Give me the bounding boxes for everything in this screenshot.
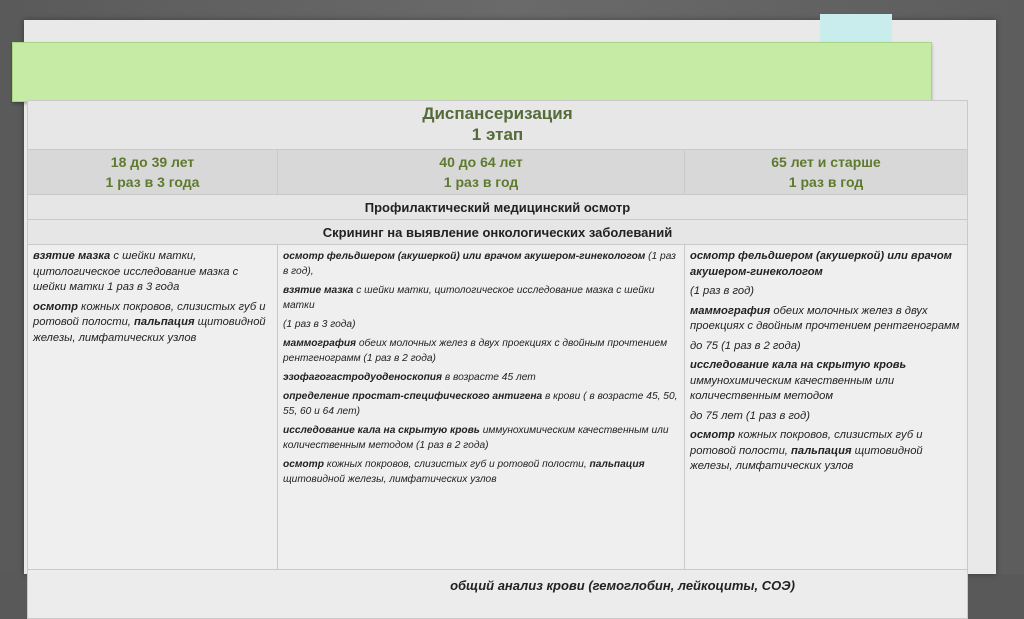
age-group-2 — [278, 150, 685, 195]
section-blood-test: общий анализ крови (гемоглобин, лейкоциты, СОЭ) — [278, 570, 968, 619]
item-text: до 75 лет (1 раз в год) — [690, 409, 810, 422]
title-line-2: 1 этап — [471, 125, 524, 144]
item-text: иммунохимическим качественным или количественным методом — [690, 374, 895, 402]
list-item — [283, 317, 679, 332]
section-prof-exam: Профилактический медицинский осмотр — [28, 195, 968, 220]
content-col-18-39 — [28, 245, 278, 570]
item-text: с шейки матки, цитологическое исследование мазка с шейки матки — [283, 285, 655, 311]
item-bold: осмотр — [33, 300, 78, 313]
item-text: кожных покровов, слизистых губ и ротовой полости, — [690, 429, 923, 457]
dispensary-table — [27, 100, 968, 619]
list-item — [690, 284, 962, 300]
age-frequency: 1 раз в год — [443, 174, 519, 190]
table-title — [28, 101, 968, 150]
list-item — [690, 409, 962, 425]
title-line-1: Диспансеризация — [422, 104, 573, 123]
age-group-1 — [28, 150, 278, 195]
list-item — [33, 249, 272, 296]
item-text: щитовидной железы, лимфатических узлов — [33, 316, 266, 344]
list-item — [283, 249, 679, 279]
item-text: (1 раз в 3 года) — [283, 319, 356, 330]
document-table-container — [27, 100, 967, 593]
title-row — [28, 101, 968, 150]
screening-row — [28, 220, 968, 245]
item-bold: пальпация — [791, 444, 852, 457]
list-item — [690, 304, 962, 335]
item-bold: эзофагогастродуоденоскопия — [283, 372, 443, 383]
list-item — [283, 283, 679, 313]
item-text: с шейки матки, цитологическое исследование мазка с шейки матки 1 раз в 3 года — [33, 250, 239, 293]
list-item — [283, 336, 679, 366]
item-bold: пальпация — [134, 316, 195, 328]
age-frequency: 1 раз в 3 года — [105, 174, 200, 190]
item-text: (1 раз в год) — [690, 285, 755, 297]
list-item — [690, 339, 962, 355]
list-item — [33, 300, 272, 347]
age-group-3 — [685, 150, 968, 195]
item-bold: определение простат-специфического антигена — [283, 391, 543, 402]
content-col-65-plus — [685, 245, 968, 570]
blood-test-row — [28, 570, 968, 619]
list-item — [690, 249, 962, 280]
content-row — [28, 245, 968, 570]
list-item — [690, 358, 962, 405]
item-text: иммунохимическим качественным или количественным методом (1 раз в 2 года) — [283, 425, 669, 451]
item-bold: исследование кала на скрытую кровь — [283, 425, 480, 436]
item-bold: маммография — [283, 338, 357, 349]
item-bold: исследование кала на скрытую кровь — [690, 359, 907, 371]
section-screening: Скрининг на выявление онкологических заболеваний — [28, 220, 968, 245]
list-item — [283, 423, 679, 453]
item-bold: взятие мазка — [283, 285, 354, 296]
item-bold: осмотр — [690, 429, 735, 441]
item-text: щитовидной железы, лимфатических узлов — [690, 444, 923, 472]
age-row — [28, 150, 968, 195]
item-text: обеих молочных желез в двух проекциях с двойным прочтением рентгенограмм — [690, 304, 960, 332]
item-text: в возрасте 45 лет — [442, 372, 536, 383]
item-text: до 75 (1 раз в 2 года) — [690, 339, 801, 352]
item-bold: маммография — [690, 304, 771, 317]
list-item — [283, 457, 679, 487]
item-text: щитовидной железы, лимфатических узлов — [283, 474, 497, 485]
item-text: в крови ( в возрасте 45, 50, 55, 60 и 64 лет) — [283, 391, 678, 417]
item-bold: взятие мазка — [33, 250, 111, 262]
list-item — [283, 389, 679, 419]
age-frequency: 1 раз в год — [788, 174, 864, 190]
item-bold: осмотр фельдшером (акушеркой) или врачом акушером-гинекологом — [283, 251, 646, 262]
item-bold: осмотр фельдшером (акушеркой) или врачом акушером-гинекологом — [690, 250, 952, 278]
prof-exam-row — [28, 195, 968, 220]
item-bold: осмотр — [283, 459, 324, 470]
item-text: кожных покровов, слизистых губ и ротовой полости, — [33, 300, 266, 328]
list-item — [283, 370, 679, 385]
item-text: кожных покровов, слизистых губ и ротовой полости, — [323, 459, 590, 470]
age-range: 65 лет и старше — [771, 154, 881, 170]
age-range: 18 до 39 лет — [110, 154, 195, 170]
item-text: обеих молочных желез в двух проекциях с двойным прочтением рентгенограмм (1 раз в 2 года) — [283, 338, 668, 364]
content-col-40-64 — [278, 245, 685, 570]
item-bold: пальпация — [589, 459, 645, 470]
list-item — [690, 428, 962, 475]
empty-cell — [28, 570, 278, 619]
decorative-accent — [820, 14, 892, 44]
item-text: (1 раз в год), — [283, 251, 676, 277]
age-range: 40 до 64 лет — [439, 154, 523, 170]
green-header-band — [12, 42, 932, 102]
